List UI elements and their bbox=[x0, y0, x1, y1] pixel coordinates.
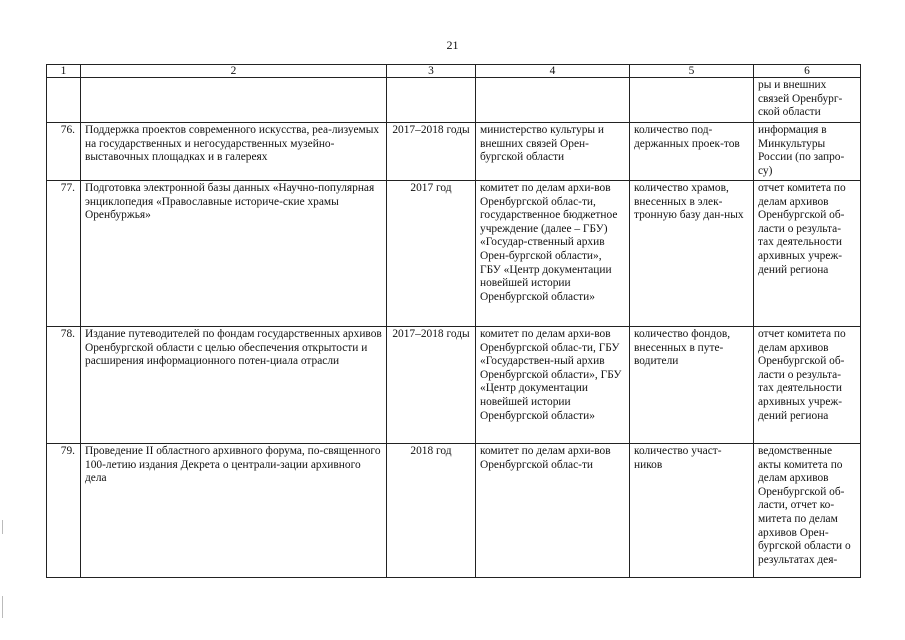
indicator-cell: количество участ-ников bbox=[630, 444, 754, 578]
report-cell: отчет комитета по делам архивов Оренбургской об-ласти о результа-тах деятельности архивных учреж-дений региона bbox=[754, 181, 861, 327]
executor-cell: комитет по делам архи-вов Оренбургской облас-ти bbox=[476, 444, 630, 578]
row-number: 77. bbox=[47, 181, 81, 327]
report-cell: информация в Минкультуры России (по запро-су) bbox=[754, 123, 861, 181]
row-number: 78. bbox=[47, 327, 81, 444]
table-row bbox=[47, 327, 861, 444]
report-cell: ры и внешних связей Оренбург-ской области bbox=[754, 78, 861, 123]
executor-cell: министерство культуры и внешних связей Орен-бургской области bbox=[476, 123, 630, 181]
scan-margin-mark bbox=[2, 520, 3, 534]
col-header-3: 3 bbox=[387, 65, 476, 78]
term-cell bbox=[387, 78, 476, 123]
table-row bbox=[47, 78, 861, 123]
term-cell: 2017–2018 годы bbox=[387, 123, 476, 181]
report-cell: отчет комитета по делам архивов Оренбургской об-ласти о результа-тах деятельности архивных учреж-дений региона bbox=[754, 327, 861, 444]
activity-cell: Издание путеводителей по фондам государственных архивов Оренбургской области с целью обеспечения открытости и расширения информационного потен-циала отрасли bbox=[81, 327, 387, 444]
col-header-1: 1 bbox=[47, 65, 81, 78]
indicator-cell: количество храмов, внесенных в элек-тронную базу дан-ных bbox=[630, 181, 754, 327]
activity-cell: Поддержка проектов современного искусства, реа-лизуемых на государственных и негосударственных музейно-выставочных площадках и в галереях bbox=[81, 123, 387, 181]
executor-cell bbox=[476, 78, 630, 123]
table-row bbox=[47, 444, 861, 578]
term-cell: 2017 год bbox=[387, 181, 476, 327]
indicator-cell bbox=[630, 78, 754, 123]
header-row bbox=[47, 65, 861, 78]
activity-cell bbox=[81, 78, 387, 123]
activity-cell: Подготовка электронной базы данных «Научно-популярная энциклопедия «Православные историче-ские храмы Оренбуржья» bbox=[81, 181, 387, 327]
table-row bbox=[47, 123, 861, 181]
scan-margin-mark bbox=[2, 596, 3, 618]
term-cell: 2018 год bbox=[387, 444, 476, 578]
indicator-cell: количество под-держанных проек-тов bbox=[630, 123, 754, 181]
table-row bbox=[47, 181, 861, 327]
executor-cell: комитет по делам архи-вов Оренбургской облас-ти, ГБУ «Государствен-ный архив Оренбургской области», ГБУ «Центр документации новейшей истории Оренбургской области» bbox=[476, 327, 630, 444]
executor-cell: комитет по делам архи-вов Оренбургской облас-ти, государственное бюджетное учреждение (далее – ГБУ) «Государ-ственный архив Орен-бургской области», ГБУ «Центр документации новейшей истории Оренбургской области» bbox=[476, 181, 630, 327]
report-cell: ведомственные акты комитета по делам архивов Оренбургской об-ласти, отчет ко-митета по делам архивов Орен-бургской области о результатах дея- bbox=[754, 444, 861, 578]
row-number: 79. bbox=[47, 444, 81, 578]
page-number: 21 bbox=[446, 38, 459, 52]
indicator-cell: количество фондов, внесенных в путе-водители bbox=[630, 327, 754, 444]
row-number: 76. bbox=[47, 123, 81, 181]
activity-table bbox=[46, 64, 861, 578]
term-cell: 2017–2018 годы bbox=[387, 327, 476, 444]
col-header-6: 6 bbox=[754, 65, 861, 78]
col-header-4: 4 bbox=[476, 65, 630, 78]
row-number bbox=[47, 78, 81, 123]
activity-cell: Проведение II областного архивного форума, по-священного 100-летию издания Декрета о централи-зации архивного дела bbox=[81, 444, 387, 578]
col-header-2: 2 bbox=[81, 65, 387, 78]
col-header-5: 5 bbox=[630, 65, 754, 78]
